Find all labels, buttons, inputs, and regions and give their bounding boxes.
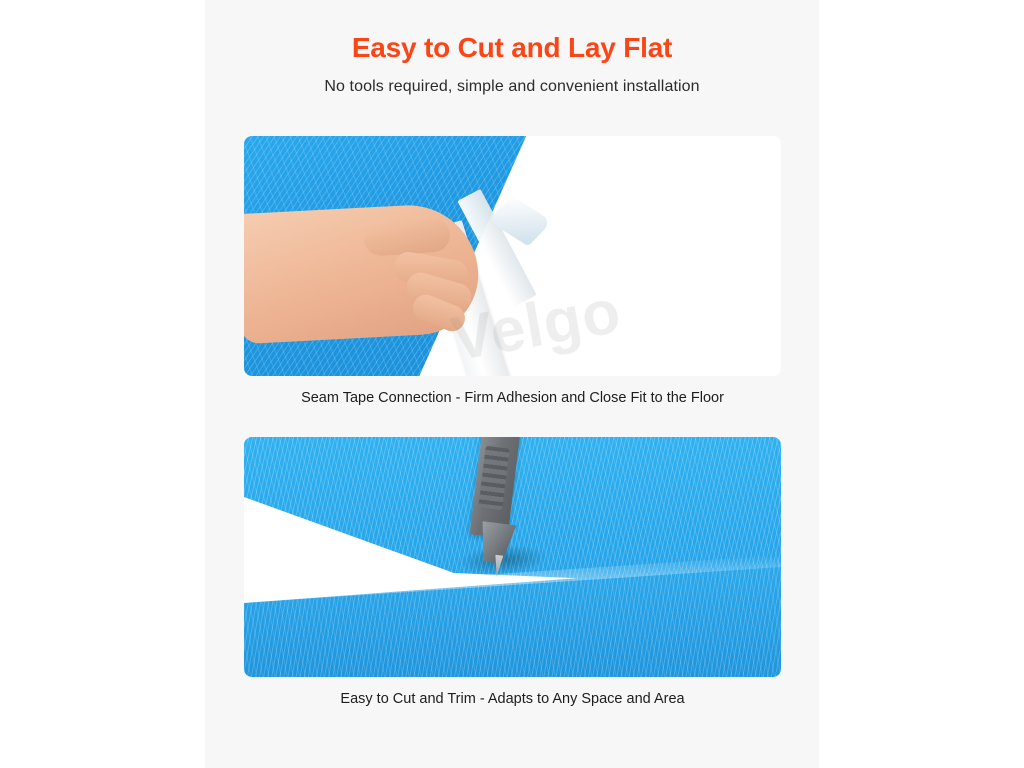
photo-white-right xyxy=(631,136,781,376)
figure-cutting xyxy=(244,437,781,707)
figure-caption: Easy to Cut and Trim - Adapts to Any Space and Area xyxy=(340,691,685,707)
seam-tape-photo xyxy=(244,136,781,376)
page-title: Easy to Cut and Lay Flat xyxy=(351,32,673,63)
figure-caption: Seam Tape Connection - Firm Adhesion and Close Fit to the Floor xyxy=(301,390,724,406)
cutting-knife-photo xyxy=(244,437,781,677)
page-content xyxy=(205,0,819,768)
figure-seam-tape xyxy=(244,136,781,406)
page-subtitle: No tools required, simple and convenient installation xyxy=(324,78,700,95)
